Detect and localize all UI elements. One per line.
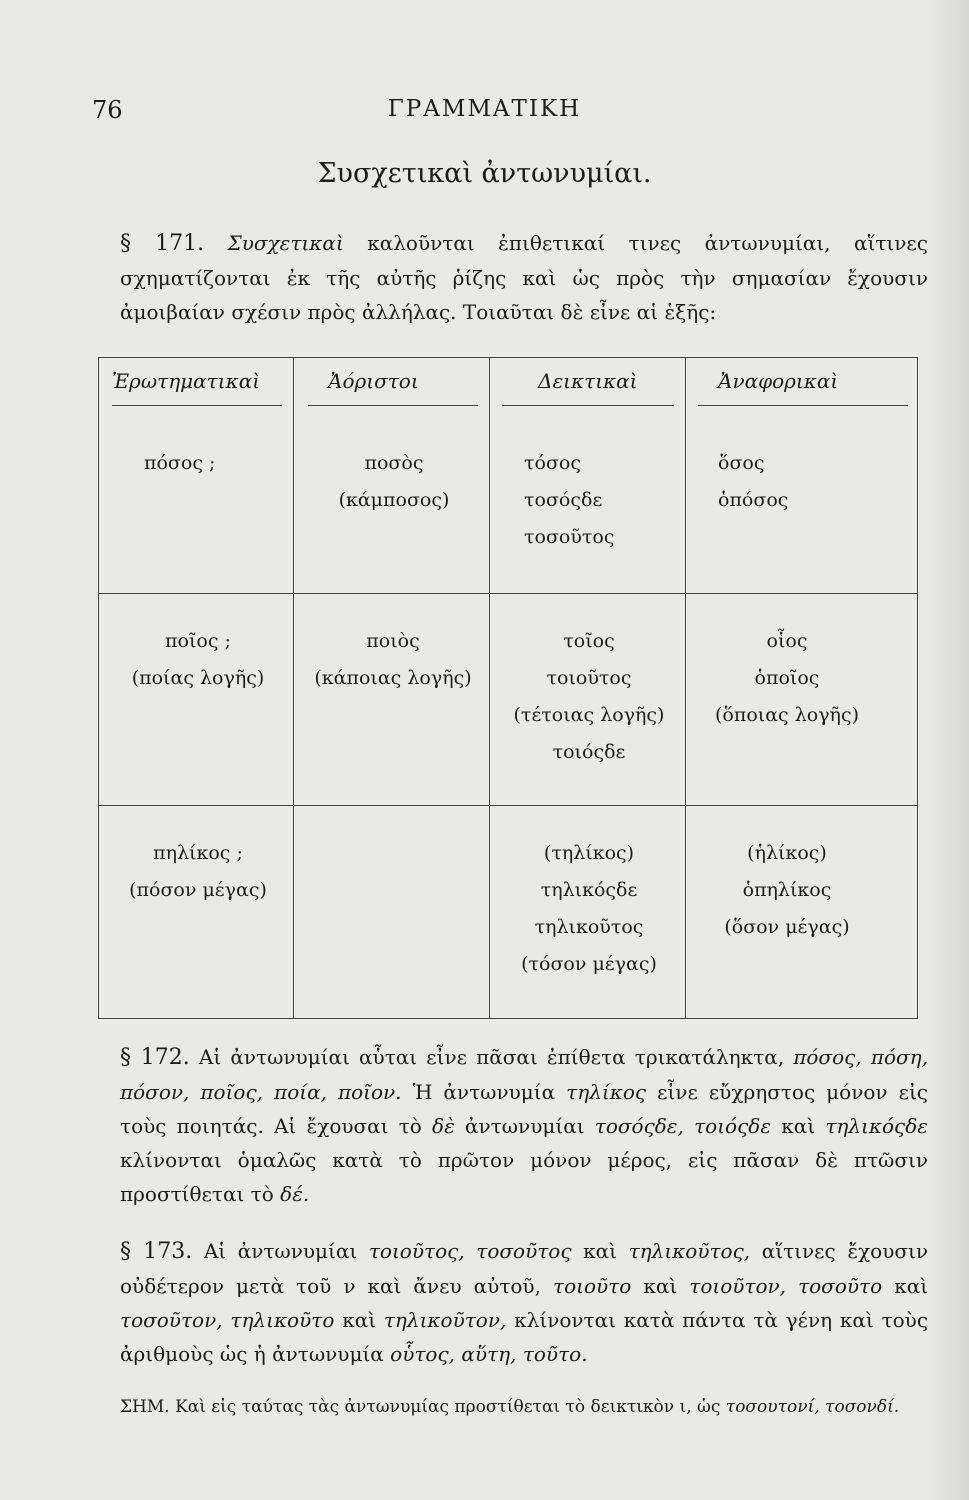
note-lead: ΣΗΜ. — [120, 1397, 170, 1417]
header-erotimatikai: Ἐρωτηματικαὶ — [112, 369, 261, 393]
text-run: ἀντωνυμίαι — [465, 1114, 585, 1138]
cell-line: ὁπόσος — [718, 489, 789, 511]
text-run: Ἡ ἀντωνυμία — [412, 1080, 556, 1104]
cell-line: (κάποιας λογῆς) — [314, 667, 472, 689]
italic-run: τοσόςδε, τοιόςδε — [594, 1114, 772, 1138]
cell-line: τοιόςδε — [552, 741, 626, 763]
running-header — [0, 96, 969, 132]
cell-line: ποσὸς — [364, 452, 424, 474]
cell-line: πηλίκος ; — [153, 842, 243, 864]
table-cell — [692, 623, 882, 734]
table-cell — [144, 445, 215, 482]
text-run: καὶ — [894, 1274, 929, 1298]
cell-line: (ὅποιας λογῆς) — [714, 704, 859, 726]
italic-run: τηλίκος — [566, 1080, 647, 1104]
cell-line: (ὅσον μέγας) — [724, 916, 850, 938]
table-row-divider — [98, 805, 918, 806]
cell-line: ὁποῖος — [754, 667, 820, 689]
header-underline — [502, 405, 674, 406]
italic-run: τοσοῦτον, τηλικοῦτο — [120, 1308, 335, 1332]
italic-run: οὗτος, αὕτη, τοῦτο. — [390, 1342, 588, 1366]
header-underline — [308, 405, 478, 406]
header-aoristoi: Ἀόριστοι — [328, 369, 419, 393]
text-run: κλίνονται κατὰ πάντα τὰ γένη καὶ τοὺς ἀριθμοὺς ὡς ἡ ἀντωνυμία — [120, 1308, 929, 1366]
cell-line: (ἡλίκος) — [747, 842, 827, 864]
cell-line: (ποίας λογῆς) — [131, 667, 265, 689]
section-title: Συσχετικαὶ ἀντωνυμίαι. — [317, 158, 652, 189]
text-run: αἵτινες ἔχουσιν οὐδέτερον μετὰ τοῦ ν καὶ ἄνευ αὐτοῦ, — [120, 1239, 929, 1298]
table-cell — [108, 623, 288, 697]
cell-line: τοιοῦτος — [546, 667, 632, 689]
italic-run: τοιοῦτος, τοσοῦτος — [368, 1239, 572, 1263]
header-underline — [112, 405, 282, 406]
table-column-divider — [293, 357, 294, 1019]
section-mark-172: § 172. — [120, 1045, 190, 1070]
italic-run: τοιοῦτον, τοσοῦτο — [689, 1274, 883, 1298]
note-italic: τοσουτονί, τοσονδί. — [725, 1397, 900, 1417]
table-column-divider — [489, 357, 490, 1019]
italic-run: πόσος, πόση, πόσον, ποῖος, ποία, ποῖον. — [120, 1045, 929, 1104]
note-text: Καὶ εἰς ταύτας τὰς ἀντωνυμίας προστίθεται τὸ δεικτικὸν ι, ὡς — [175, 1397, 721, 1417]
cell-line: τηλικοῦτος — [534, 916, 644, 938]
cell-line: τοῖος — [563, 630, 615, 652]
table-cell — [494, 623, 684, 771]
text-run: εἶνε εὔχρηστος μόνον εἰς τοὺς ποιητάς. Αἱ ἔχουσαι τὸ — [120, 1080, 928, 1138]
cell-line: πόσος ; — [144, 452, 216, 474]
text-run: καὶ — [342, 1308, 377, 1332]
cell-line: τοσόςδε — [524, 489, 603, 511]
italic-run: δέ. — [280, 1182, 310, 1206]
running-title: ΓΡΑΜΜΑΤΙΚΗ — [387, 96, 582, 122]
table-cell — [304, 445, 484, 519]
cell-line: τοσοῦτος — [524, 526, 615, 548]
cell-line: (τέτοιας λογῆς) — [513, 704, 665, 726]
italic-run: τηλικόςδε — [825, 1114, 929, 1138]
text-run: κλίνονται ὁμαλῶς κατὰ τὸ πρῶτον μόνον μέρος, εἰς πᾶσαν δὲ πτῶσιν προστίθεται τὸ — [120, 1148, 928, 1206]
page-number: 76 — [92, 96, 123, 124]
table-cell — [692, 835, 882, 946]
table-cell — [494, 835, 684, 983]
header-underline — [698, 405, 908, 406]
paragraph-171 — [120, 226, 928, 329]
italic-run: τηλικοῦτον, — [383, 1308, 507, 1332]
italic-run: τηλικοῦτος, — [628, 1239, 751, 1263]
cell-line: ὅσος — [718, 452, 765, 474]
page-gutter-shadow — [929, 0, 969, 1500]
header-anaforikai: Ἀναφορικαὶ — [718, 369, 839, 393]
cell-line: ποῖος ; — [165, 630, 231, 652]
cell-line: (τόσον μέγας) — [521, 953, 657, 975]
footnote — [120, 1392, 928, 1422]
cell-line: τηλικόςδε — [540, 879, 638, 901]
pronoun-table — [98, 357, 918, 1019]
paragraph-171-text: καλοῦνται ἐπιθετικαί τινες ἀντωνυμίαι, αἵτινες σχηματίζονται ἐκ τῆς αὐτῆς ῥίζης καὶ ὡς πρὸς τὴν σημασίαν ἔχουσιν ἀμοιβαίαν σχέσιν πρὸς ἀλλήλας. Τοιαῦται δὲ εἶνε αἱ ἑξῆς: — [120, 231, 928, 324]
table-cell — [108, 835, 288, 909]
table-row-divider — [98, 593, 918, 594]
cell-line: (κάμποσος) — [338, 489, 450, 511]
section-mark-173: § 173. — [120, 1239, 193, 1264]
cell-line: τόσος — [524, 452, 581, 474]
text-run: καὶ — [583, 1239, 617, 1263]
text-run: Αἱ ἀντωνυμίαι — [203, 1239, 358, 1263]
text-run: καὶ — [781, 1114, 816, 1138]
section-mark-171: § 171. — [120, 231, 205, 256]
text-run: Αἱ ἀντωνυμίαι αὗται εἶνε πᾶσαι ἐπίθετα τρικατάληκτα, — [198, 1045, 785, 1069]
italic-run: δὲ — [432, 1114, 455, 1138]
table-cell — [718, 445, 788, 519]
table-column-divider — [685, 357, 686, 1019]
cell-line: (πόσον μέγας) — [129, 879, 267, 901]
cell-line: ὁπηλίκος — [742, 879, 832, 901]
paragraph-173 — [120, 1234, 928, 1371]
text-run: καὶ — [643, 1274, 678, 1298]
cell-line: ποιὸς — [366, 630, 420, 652]
cell-line: οἷος — [766, 630, 808, 652]
table-cell — [298, 623, 488, 697]
header-deiktikai: Δεικτικαὶ — [538, 369, 638, 393]
italic-run: τοιοῦτο — [553, 1274, 632, 1298]
cell-line: (τηλίκος) — [543, 842, 635, 864]
paragraph-172 — [120, 1040, 928, 1211]
term-syschetikai: Συσχετικαὶ — [227, 231, 344, 255]
table-cell — [524, 445, 615, 556]
